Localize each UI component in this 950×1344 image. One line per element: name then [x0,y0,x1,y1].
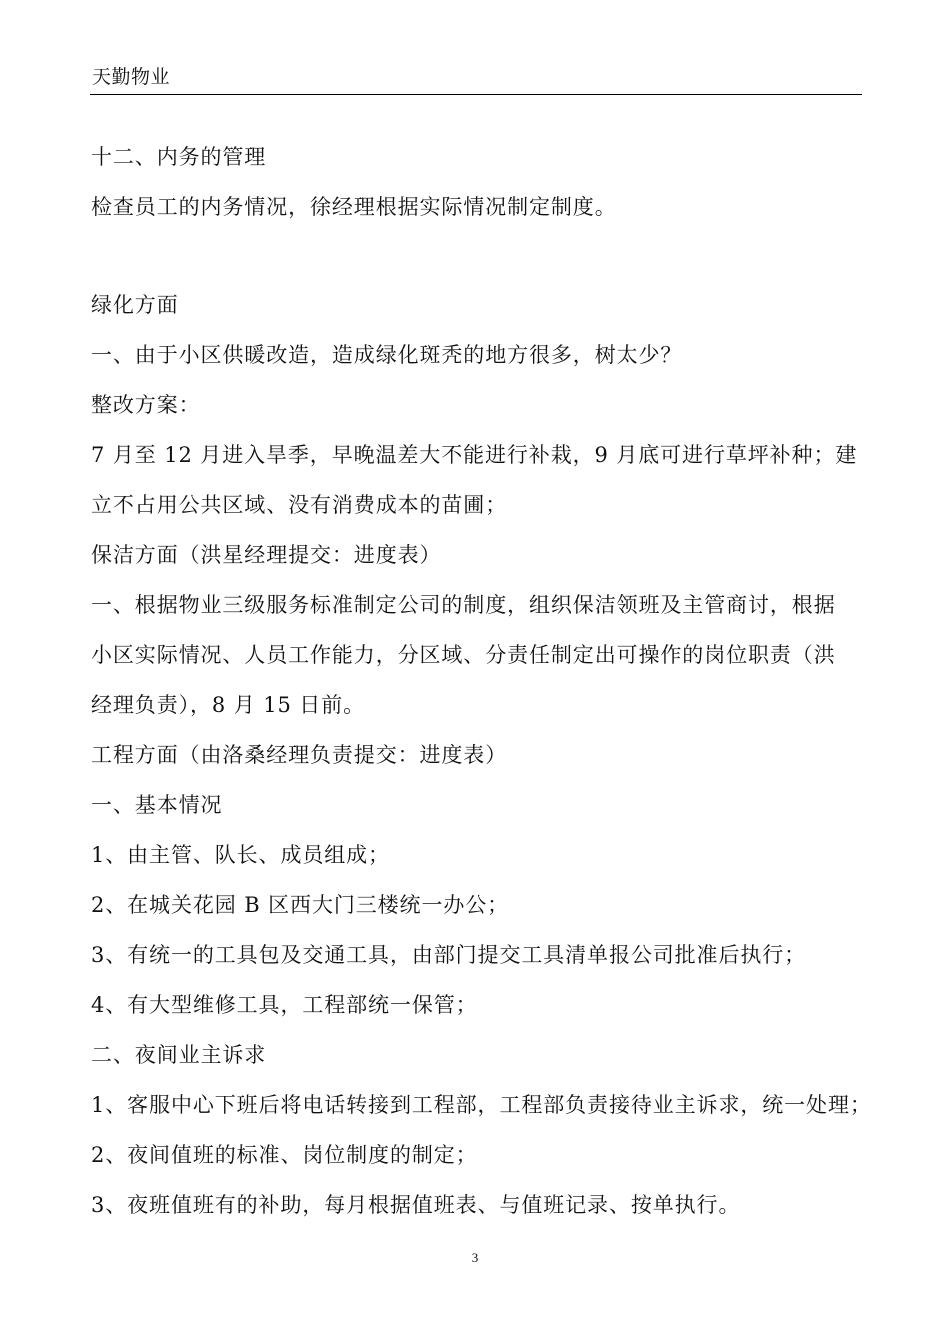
section-heading-internal-affairs: 十二、内务的管理 [91,145,267,169]
list-item: 1、由主管、队长、成员组成； [91,843,390,867]
subheading-night-requests: 二、夜间业主诉求 [91,1043,267,1067]
section-heading-greening: 绿化方面 [91,293,179,317]
paragraph-line: 7 月至 12 月进入旱季，早晚温差大不能进行补栽，9 月底可进行草坪补种；建 [91,443,858,467]
paragraph-line: 检查员工的内务情况，徐经理根据实际情况制定制度。 [91,195,617,219]
paragraph-line: 经理负责），8 月 15 日前。 [91,693,366,717]
header-title: 天勤物业 [92,66,171,88]
paragraph-line: 小区实际情况、人员工作能力，分区域、分责任制定出可操作的岗位职责（洪 [91,643,836,667]
section-heading-engineering: 工程方面（由洛桑经理负责提交：进度表） [91,743,508,767]
list-item: 1、客服中心下班后将电话转接到工程部，工程部负责接待业主诉求，统一处理； [91,1093,872,1117]
list-item: 3、有统一的工具包及交通工具，由部门提交工具清单报公司批准后执行； [91,943,807,967]
list-item: 4、有大型维修工具，工程部统一保管； [91,993,478,1017]
paragraph-line: 立不占用公共区域、没有消费成本的苗圃； [91,493,508,517]
paragraph-line: 一、由于小区供暖改造，造成绿化斑秃的地方很多，树太少？ [91,343,683,367]
list-item: 3、夜班值班有的补助，每月根据值班表、与值班记录、按单执行。 [91,1193,741,1217]
page-number: 3 [471,1250,479,1265]
paragraph-line: 整改方案： [91,393,201,417]
subheading-basic-situation: 一、基本情况 [91,793,223,817]
section-heading-cleaning: 保洁方面（洪星经理提交：进度表） [91,543,442,567]
list-item: 2、在城关花园 B 区西大门三楼统一办公； [91,893,510,917]
paragraph-line: 一、根据物业三级服务标准制定公司的制度，组织保洁领班及主管商讨，根据 [91,593,836,617]
list-item: 2、夜间值班的标准、岗位制度的制定； [91,1143,478,1167]
header-divider [90,94,862,95]
